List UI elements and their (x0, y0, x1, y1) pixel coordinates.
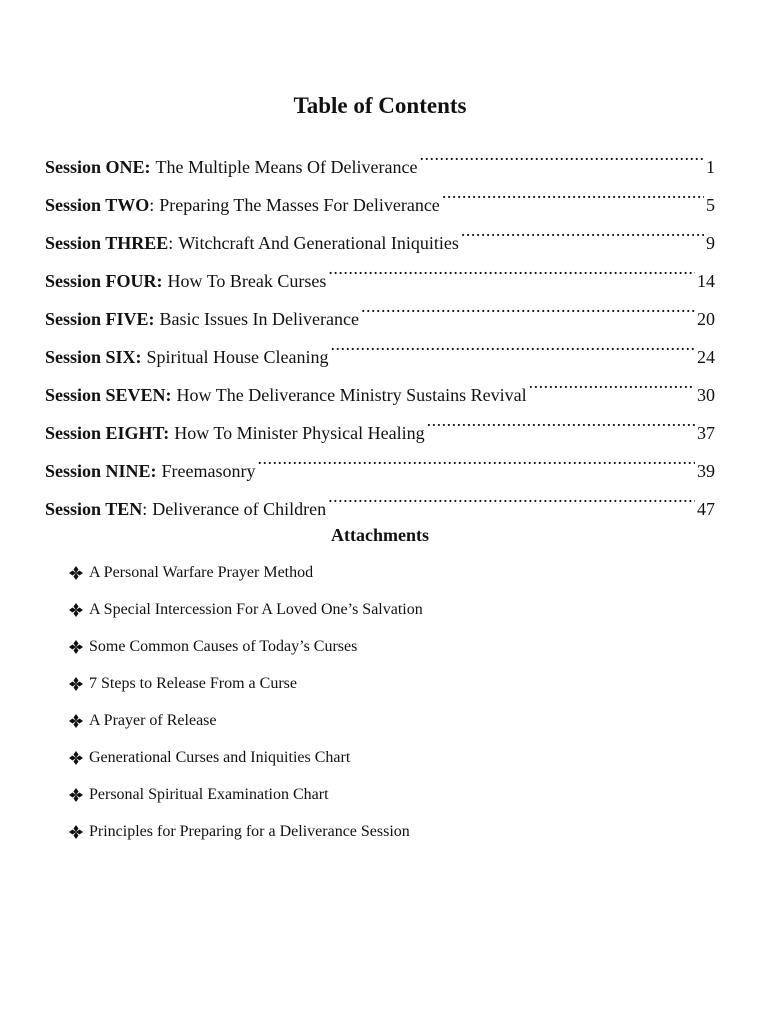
toc-entry (45, 135, 715, 177)
dot-leader (529, 363, 695, 401)
attachment-label: A Personal Warfare Prayer Method (89, 564, 314, 581)
dot-leader (328, 249, 695, 287)
attachment-label: A Prayer of Release (89, 712, 217, 729)
dot-leader (419, 135, 704, 173)
four-diamond-bullet-icon (69, 776, 89, 813)
toc-page-number: 39 (697, 461, 715, 481)
toc-session-label: Session FIVE: (45, 309, 155, 329)
toc-separator: : (168, 233, 174, 253)
attachment-item (69, 665, 715, 702)
toc-entry-title: How To Minister Physical Healing (174, 423, 425, 443)
attachments-heading: Attachments (331, 525, 429, 545)
attachment-label: Generational Curses and Iniquities Chart (89, 749, 351, 766)
attachment-item (69, 702, 715, 739)
toc-session-label: Session EIGHT: (45, 423, 170, 443)
four-diamond-bullet-icon (69, 665, 89, 702)
dot-leader (361, 287, 695, 325)
toc-page-number: 20 (697, 309, 715, 329)
four-diamond-bullet-icon (69, 702, 89, 739)
toc-separator: : (142, 499, 148, 519)
toc-session-label: Session TWO (45, 195, 150, 215)
toc-entry-title: How The Deliverance Ministry Sustains Revival (176, 385, 527, 405)
attachment-item (69, 591, 715, 628)
toc-session-label: Session SEVEN: (45, 385, 172, 405)
four-diamond-bullet-icon (69, 739, 89, 776)
four-diamond-bullet-icon (69, 591, 89, 628)
page-title: Table of Contents (293, 93, 467, 118)
toc-session-label: Session NINE: (45, 461, 157, 481)
attachment-label: Principles for Preparing for a Deliverance Session (89, 823, 410, 840)
toc-entry-title: Freemasonry (161, 461, 256, 481)
attachment-item (69, 813, 715, 850)
toc-entry-title: How To Break Curses (167, 271, 327, 291)
toc-session-label: Session SIX: (45, 347, 142, 367)
dot-leader (328, 477, 695, 515)
dot-leader (442, 173, 704, 211)
attachment-label: Personal Spiritual Examination Chart (89, 786, 329, 803)
attachment-label: 7 Steps to Release From a Curse (89, 675, 297, 692)
toc-entry-title: The Multiple Means Of Deliverance (155, 157, 418, 177)
toc-page-number: 37 (697, 423, 715, 443)
attachment-item (69, 554, 715, 591)
dot-leader (258, 439, 695, 477)
dot-leader (461, 211, 704, 249)
toc-session-label: Session FOUR: (45, 271, 163, 291)
toc-page-number: 1 (706, 157, 715, 177)
toc-page-number: 5 (706, 195, 715, 215)
dot-leader (331, 325, 695, 363)
toc-session-label: Session ONE: (45, 157, 151, 177)
attachment-item (69, 628, 715, 665)
dot-leader (427, 401, 695, 439)
toc-entry-title: Witchcraft And Generational Iniquities (178, 233, 459, 253)
toc-list (45, 135, 715, 519)
toc-entry-title: Spiritual House Cleaning (146, 347, 329, 367)
four-diamond-bullet-icon (69, 554, 89, 591)
four-diamond-bullet-icon (69, 628, 89, 665)
attachment-label: A Special Intercession For A Loved One’s Salvation (89, 601, 423, 618)
four-diamond-bullet-icon (69, 813, 89, 850)
toc-page-number: 47 (697, 499, 715, 519)
toc-separator: : (149, 195, 155, 215)
toc-entry-title: Preparing The Masses For Deliverance (159, 195, 440, 215)
attachment-item (69, 739, 715, 776)
attachment-item (69, 776, 715, 813)
attachments-list (45, 554, 715, 850)
attachment-label: Some Common Causes of Today’s Curses (89, 638, 358, 655)
toc-entry-title: Basic Issues In Deliverance (159, 309, 359, 329)
toc-session-label: Session THREE (45, 233, 169, 253)
toc-session-label: Session TEN (45, 499, 143, 519)
toc-page-number: 9 (706, 233, 715, 253)
toc-page-number: 24 (697, 347, 715, 367)
toc-page-number: 14 (697, 271, 715, 291)
toc-entry-title: Deliverance of Children (152, 499, 327, 519)
toc-page-number: 30 (697, 385, 715, 405)
